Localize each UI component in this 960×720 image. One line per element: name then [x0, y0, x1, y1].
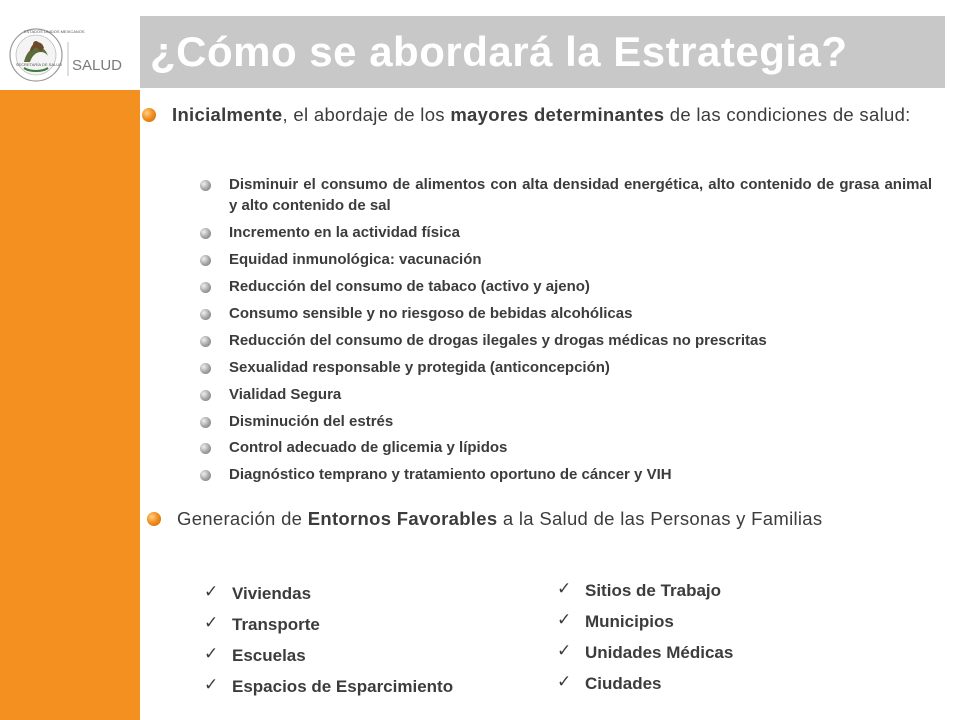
determinant-item: Disminuir el consumo de alimentos con alta densidad energética, alto contenido de grasa animal y alto contenido de sal	[229, 176, 932, 214]
determinant-item: Reducción del consumo de tabaco (activo y ajeno)	[229, 278, 590, 295]
checkmark-icon: ✓	[204, 582, 219, 601]
sub-bullet-icon	[200, 390, 211, 401]
sub-bullet-icon	[200, 443, 211, 454]
determinant-item: Sexualidad responsable y protegida (anticoncepción)	[229, 359, 610, 376]
svg-text:ESTADOS UNIDOS MEXICANOS: ESTADOS UNIDOS MEXICANOS	[24, 29, 85, 34]
sub-bullet-icon	[200, 417, 211, 428]
determinant-item: Incremento en la actividad física	[229, 224, 460, 241]
sub-bullet-icon	[200, 255, 211, 266]
sub-bullet-icon	[200, 470, 211, 481]
checkmark-icon: ✓	[557, 672, 572, 691]
checkmark-icon: ✓	[557, 579, 572, 598]
mexico-coat-of-arms-logo	[0, 0, 140, 90]
determinant-item: Disminución del estrés	[229, 413, 394, 430]
environment-item: Municipios	[585, 612, 674, 631]
determinant-item: Vialidad Segura	[229, 386, 342, 403]
section2-lead-start: Generación de	[177, 508, 308, 529]
section1-lead-bold2: mayores determinantes	[450, 104, 665, 125]
environment-item: Ciudades	[585, 674, 662, 693]
determinant-item: Reducción del consumo de drogas ilegales y drogas médicas no prescritas	[229, 332, 767, 349]
sub-bullet-icon	[200, 309, 211, 320]
section1-lead	[172, 101, 947, 129]
determinant-item: Diagnóstico temprano y tratamiento oportuno de cáncer y VIH	[229, 466, 672, 483]
checkmark-icon: ✓	[557, 641, 572, 660]
section1-lead-bold: Inicialmente	[172, 104, 283, 125]
determinant-item: Control adecuado de glicemia y lípidos	[229, 439, 508, 456]
environment-item: Unidades Médicas	[585, 643, 734, 662]
checkmark-icon: ✓	[557, 610, 572, 629]
section2-lead-end: a la Salud de las Personas y Familias	[497, 508, 823, 529]
checkmark-icon: ✓	[204, 644, 219, 663]
environment-item: Espacios de Esparcimiento	[232, 677, 454, 696]
section2-lead	[177, 505, 904, 533]
sub-bullet-icon	[200, 336, 211, 347]
logo-area	[0, 0, 140, 90]
determinant-item: Consumo sensible y no riesgoso de bebidas alcohólicas	[229, 305, 633, 322]
environment-item: Sitios de Trabajo	[585, 581, 722, 600]
section1-lead-end: de las condiciones de salud:	[664, 104, 911, 125]
orange-sidebar	[0, 0, 140, 720]
section1-lead-mid: , el abordaje de los	[282, 104, 451, 125]
checkmark-icon: ✓	[204, 613, 219, 632]
checkmark-icon: ✓	[204, 675, 219, 694]
sub-bullet-icon	[200, 228, 211, 239]
logo-brand: SALUD	[72, 57, 123, 74]
environment-item: Viviendas	[232, 584, 312, 603]
determinant-item: Equidad inmunológica: vacunación	[229, 251, 482, 268]
section2-bullet-icon	[147, 512, 161, 526]
section1-bullet-icon	[142, 108, 156, 122]
environment-item: Transporte	[232, 615, 320, 634]
environment-item: Escuelas	[232, 646, 306, 665]
sub-bullet-icon	[200, 282, 211, 293]
sub-bullet-icon	[200, 180, 211, 191]
page-title: ¿Cómo se abordará la Estrategia?	[150, 28, 848, 75]
section2-lead-bold: Entornos Favorables	[307, 508, 498, 529]
sub-bullet-icon	[200, 363, 211, 374]
logo-caption: SECRETARÍA DE SALUD	[15, 62, 62, 67]
